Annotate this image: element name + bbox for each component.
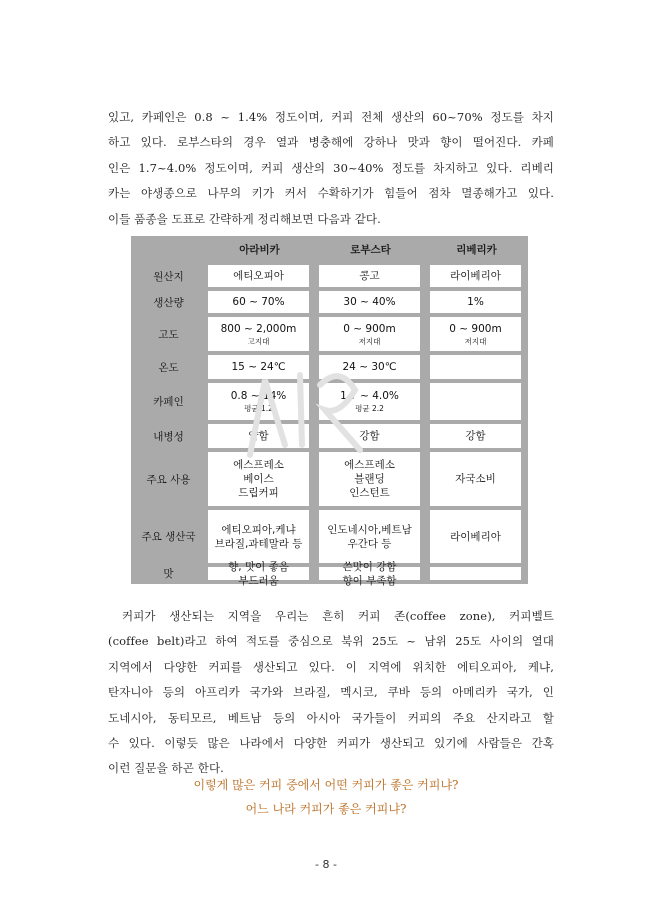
cell-text: 0 ~ 900m: [449, 322, 502, 335]
text-line: 이들 품종을 도표로 간략하게 정리해보면 다음과 같다.: [108, 211, 381, 226]
cell-text: 쓴맛이 강함: [342, 560, 397, 573]
table-cell: [208, 383, 309, 420]
table-cell: [319, 317, 420, 351]
text-line: 이런 질문을 하곤 한다.: [108, 761, 224, 776]
table-cell: [430, 452, 521, 506]
cell-note: 평균 1.2: [244, 404, 273, 413]
table-cell: [430, 567, 521, 580]
cell-text: 부드러움: [238, 574, 279, 587]
row-label: 내병성: [153, 430, 184, 443]
table-cell: [319, 355, 420, 379]
cell-note: 저지대: [358, 336, 381, 346]
table-cell: [430, 265, 521, 287]
coffee-varieties-table: [131, 236, 528, 587]
cell-text: 에스프레소: [344, 459, 395, 471]
text-line: (coffee belt)라고 하여 적도를 중심으로 북위 25도 ~ 남위 25도 사이의 열대: [108, 634, 554, 649]
table-cell: [208, 265, 309, 287]
table-cell: [319, 560, 420, 587]
table-cell: [430, 424, 521, 448]
cell-text: 에티오피아: [233, 270, 284, 282]
cell-text: 베이스: [243, 473, 274, 485]
cell-text: 라이베리아: [450, 270, 501, 282]
table-cell: [208, 317, 309, 351]
text-line: 수 있다. 이렇듯 많은 나라에서 다양한 커피가 생산되고 있기에 사람들은 간혹: [108, 736, 554, 751]
table-cell: [208, 560, 309, 587]
cell-text: 0 ~ 900m: [343, 322, 396, 335]
row-label: 생산량: [153, 296, 184, 309]
table-cell: [208, 452, 309, 506]
cell-text: 강함: [465, 430, 486, 442]
cell-text: 향이 부족함: [342, 574, 397, 587]
cell-text: 라이베리아: [450, 530, 501, 543]
cell-text: 약함: [248, 430, 269, 442]
cell-text: 인도네시아,베트남: [327, 523, 412, 536]
cell-text: 향, 맛이 좋음: [228, 560, 289, 573]
table-cell: [208, 424, 309, 448]
question-line: 이렇게 많은 커피 중에서 어떤 커피가 좋은 커피냐?: [193, 778, 459, 792]
cell-text: 콩고: [359, 270, 380, 282]
table-cell: [319, 452, 420, 506]
text-line: 카는 야생종으로 나무의 키가 커서 수확하기가 힘들어 점차 멸종해가고 있다.: [108, 186, 554, 201]
text-line: 탄자니아 등의 아프리카 국가와 브라질, 멕시코, 쿠바 등의 아메리카 국가, 인: [108, 685, 554, 700]
highlighted-questions: [0, 773, 652, 821]
table-cell: [430, 355, 521, 379]
table-cell: [319, 383, 420, 420]
cell-text: 브라질,과테말라 등: [214, 537, 303, 550]
table-cell: [430, 383, 521, 420]
cell-text: 15 ~ 24℃: [231, 361, 286, 373]
body-paragraph: [108, 604, 554, 782]
table-cell: [208, 355, 309, 379]
cell-note: 고지대: [247, 336, 270, 346]
text-line: 지역에서 다양한 커피를 생산되고 있다. 이 지역에 위치한 에티오피아, 케냐,: [108, 659, 554, 674]
cell-text: 인스턴트: [349, 487, 390, 499]
text-line: 인은 1.7~4.0% 정도이며, 커피 생산의 30~40% 정도를 차지하고 있다. 리베리: [108, 160, 554, 175]
table-cell: [208, 291, 309, 313]
row-label: 주요 생산국: [141, 531, 196, 543]
table-cell: [208, 510, 309, 563]
cell-text: 자국소비: [455, 473, 496, 485]
cell-note: 평균 2.2: [355, 404, 384, 413]
row-label: 주요 사용: [146, 473, 191, 486]
column-header: 로부스타: [350, 244, 391, 256]
column-header: 아라비카: [239, 244, 280, 256]
table-cell: [430, 291, 521, 313]
cell-text: 800 ~ 2,000m: [220, 322, 297, 335]
text-line: 있고, 카페인은 0.8 ~ 1.4% 정도이며, 커피 전체 생산의 60~70% 정도를 차지: [108, 110, 554, 124]
row-label: 온도: [158, 361, 179, 374]
column-header: 리베리카: [456, 244, 497, 256]
intro-paragraph: [108, 105, 554, 232]
row-label: 맛: [163, 568, 174, 580]
cell-text: 에스프레소: [233, 459, 284, 471]
table-cell: [319, 510, 420, 563]
cell-text: 24 ~ 30℃: [342, 361, 397, 373]
question-line: 어느 나라 커피가 좋은 커피냐?: [245, 802, 407, 816]
table-cell: [319, 424, 420, 448]
cell-text: 강함: [359, 430, 380, 442]
row-label: 원산지: [153, 270, 184, 283]
cell-text: 우간다 등: [347, 537, 392, 550]
cell-note: 저지대: [464, 336, 487, 346]
row-label: 카페인: [153, 396, 184, 408]
cell-text: 60 ~ 70%: [232, 296, 285, 308]
cell-text: 드립커피: [238, 487, 279, 499]
page-number: - 8 -: [315, 858, 337, 871]
cell-text: 0.8 ~ 14%: [230, 390, 287, 402]
cell-text: 1%: [467, 296, 484, 308]
table-cell: [319, 291, 420, 313]
table-cell: [319, 265, 420, 287]
cell-text: 30 ~ 40%: [343, 296, 396, 308]
cell-text: 1.7 ~ 4.0%: [340, 390, 399, 402]
cell-text: 에티오피아,케냐: [221, 523, 296, 536]
text-line: 커피가 생산되는 지역을 우리는 흔히 커피 존(coffee zone), 커피벨트: [122, 609, 554, 623]
text-line: 하고 있다. 로부스타의 경우 열과 병충해에 강하나 맛과 향이 떨어진다. 카페: [108, 135, 554, 150]
cell-text: 블랜딩: [354, 473, 385, 485]
row-label: 고도: [158, 328, 179, 341]
table-cell: [430, 510, 521, 563]
table-cell: [430, 317, 521, 351]
text-line: 도네시아, 동티모르, 베트남 등의 아시아 국가들이 커피의 주요 산지라고 할: [108, 710, 554, 725]
